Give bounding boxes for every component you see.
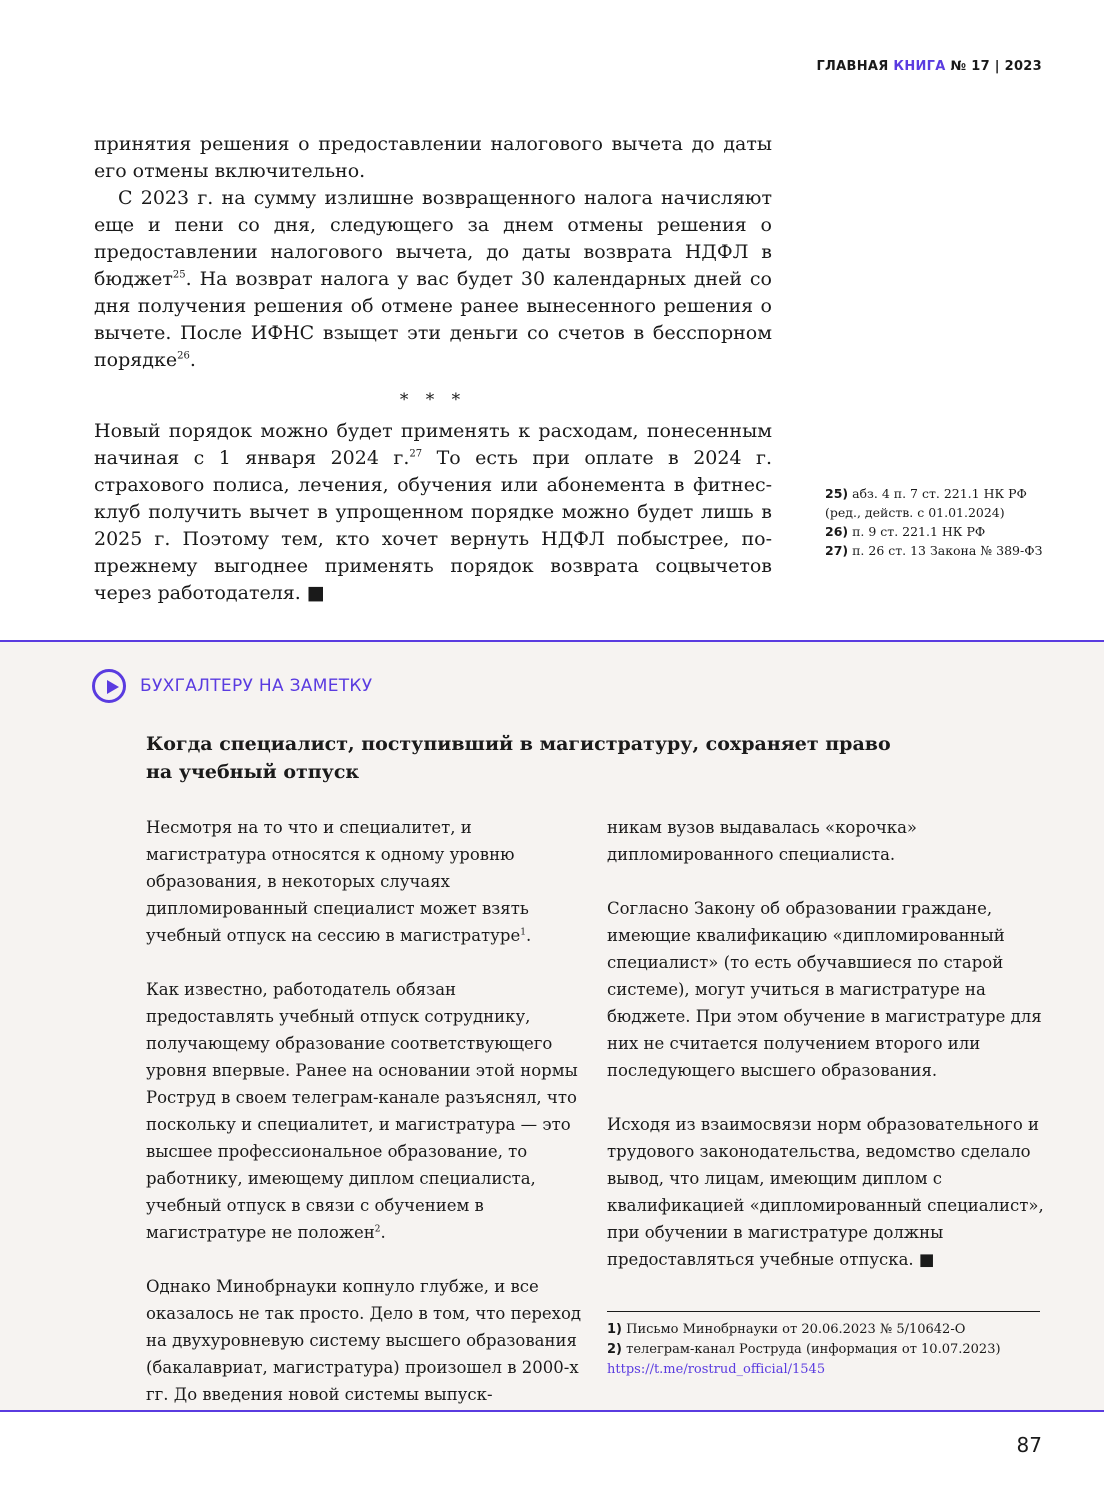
play-icon [92,669,126,703]
footnote-link-line [607,1360,1047,1380]
footnote-ref: 2 [374,1224,381,1235]
accountant-note-box [0,640,1104,1412]
article-body [94,131,772,607]
footnote-ref: 25 [172,269,186,281]
footnote: 26) п. 9 ст. 221.1 НК РФ [825,524,986,539]
note-paragraph: никам вузов выдавалась «корочка» дипломированного специалиста. [607,818,918,864]
article-footnotes [825,484,1055,560]
note-heading [92,669,372,703]
note-column-left [146,814,586,1435]
rostrud-link[interactable]: https://t.me/rostrud_official/1545 [607,1362,826,1377]
note-paragraph: Исходя из взаимосвязи норм образовательного и трудового законодательства, ведомство сделало вывод, что лицам, имеющим диплом с квалификацией «дипломированный специалист», при обучении в магистратуре должны предоставляться учебные отпуска. ■ [607,1115,1044,1269]
issue-number: № 17 | 2023 [950,59,1042,74]
publication-name: ГЛАВНАЯ [816,59,889,74]
footnote: 2) телеграм-канал Роструда (информация от 10.07.2023) [607,1342,1001,1357]
footnote-ref: 26 [177,350,190,362]
note-column-right [607,814,1047,1300]
footnote-ref: 27 [409,448,423,460]
article-paragraph: Новый порядок можно будет применять к расходам, понесенным начиная с 1 января 2024 г.$^{27}$ То есть при оплате в 2024 г. страхового полиса, лечения, обучения или абонемента в фитнес-клуб получить вычет в упрощенном порядке можно будет лишь в 2025 г. Поэтому тем, кто хочет вернуть НДФЛ побыстрее, по-прежнему выгоднее применять порядок возврата соцвычетов через работодателя. ■ [94,420,773,604]
publication-name-accent: КНИГА [893,59,946,74]
section-separator: * * * [399,390,467,410]
note-paragraph: Однако Минобрнауки копнуло глубже, и все оказалось не так просто. Дело в том, что переход на двухуровневую систему высшего образования (бакалавриат, магистратура) произошел в 2000-х гг. До введения новой системы выпуск- [146,1277,582,1404]
page-number: 87 [1016,1433,1042,1457]
article-paragraph: принятия решения о предоставлении налогового вычета до даты его отмены включительно. [94,133,772,182]
note-title: Когда специалист, поступивший в магистратуру, сохраняет право на учебный отпуск [146,733,891,783]
footnote: 1) Письмо Минобрнауки от 20.06.2023 № 5/10642-О [607,1322,966,1337]
note-paragraph: Несмотря на то что и специалитет, и магистратура относятся к одному уровню образования, в некоторых случаях дипломированный специалист может взять учебный отпуск на сессию в магистратуре$^1$. [146,818,532,945]
running-header [816,59,1042,74]
note-paragraph: Согласно Закону об образовании граждане, имеющие квалификацию «дипломированный специалист» (то есть обучавшиеся по старой системе), могут учиться в магистратуре на бюджете. При этом обучение в магистратуре для них не считается получением второго или последующего высшего образования. [607,899,1042,1080]
article-paragraph: С 2023 г. на сумму излишне возвращенного налога начисляют еще и пени со дня, следующего за днем отмены решения о предоставлении налогового вычета, до даты возврата НДФЛ в бюджет$^{25}$. На возврат налога у вас будет 30 календарных дней со дня получения решения об отмене ранее вынесенного решения о вычете. После ИФНС взыщет эти деньги со счетов в бесспорном порядке$^{26}$. [94,187,772,371]
note-label: БУХГАЛТЕРУ НА ЗАМЕТКУ [140,676,373,696]
footnote-ref: 1 [520,927,526,938]
footnote-divider [607,1311,1040,1312]
note-paragraph: Как известно, работодатель обязан предоставлять учебный отпуск сотруднику, получающему образование соответствующего уровня впервые. Ранее на основании этой нормы Роструд в своем телеграм-канале разъяснял, что поскольку и специалитет, и магистратура — это высшее профессиональное образование, то работнику, имеющему диплом специалиста, учебный отпуск в связи с обучением в магистратуре не положен$^2$. [146,980,578,1242]
footnote: 25) абз. 4 п. 7 ст. 221.1 НК РФ (ред., действ. с 01.01.2024) [825,486,1027,520]
note-footnotes [607,1320,1047,1380]
footnote: 27) п. 26 ст. 13 Закона № 389-ФЗ [825,543,1043,558]
